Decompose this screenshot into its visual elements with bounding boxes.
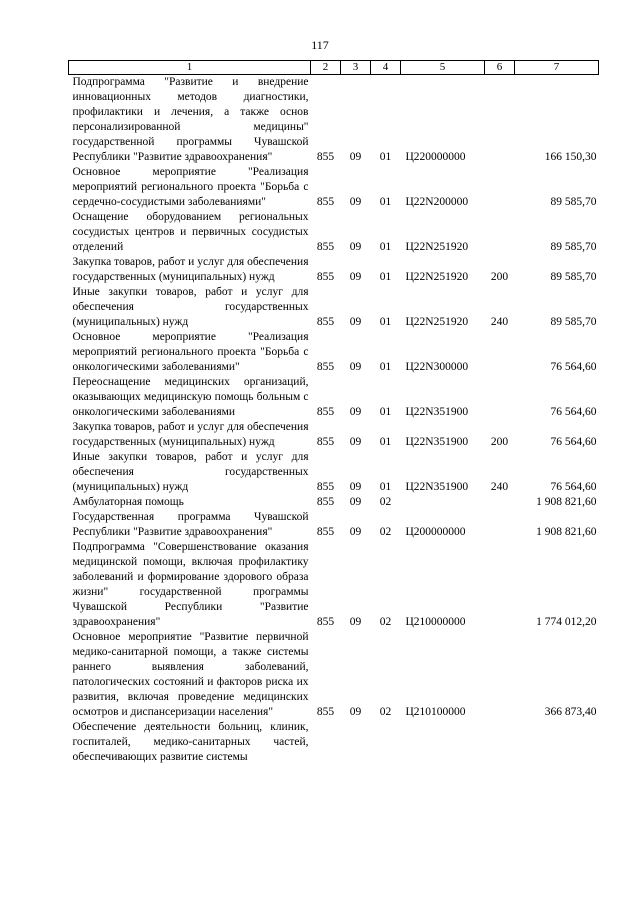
- row-section-code: 09: [349, 271, 362, 283]
- row-subsection-code: 01: [379, 406, 392, 418]
- row-amount: 1 774 012,20: [536, 616, 597, 628]
- budget-table: [68, 60, 599, 765]
- column-header-2: 2: [311, 61, 341, 75]
- row-section-code: 09: [349, 196, 362, 208]
- row-target-code: Ц22N351900: [405, 436, 469, 448]
- row-target-code: Ц220000000: [405, 151, 466, 163]
- row-section-code: 09: [349, 616, 362, 628]
- table-header-row: [69, 61, 599, 75]
- row-section-code: 09: [349, 151, 362, 163]
- row-subsection-code: 02: [379, 496, 392, 508]
- row-ministry-code: 855: [316, 406, 335, 418]
- row-subsection-code: 02: [379, 706, 392, 718]
- row-target-code: [401, 720, 485, 765]
- column-header-6: 6: [485, 61, 515, 75]
- row-description: Закупка товаров, работ и услуг для обеспечения государственных (муниципальных) нужд: [72, 421, 309, 448]
- row-ministry-code: 855: [316, 436, 335, 448]
- row-amount: [515, 720, 599, 765]
- row-ministry-code: 855: [316, 196, 335, 208]
- row-section-code: 09: [349, 361, 362, 373]
- row-amount: 1 908 821,60: [536, 526, 597, 538]
- row-expense-type: [485, 330, 515, 375]
- table-row: [69, 330, 599, 375]
- row-description: Основное мероприятие "Реализация мероприятий регионального проекта "Борьба с сердечно-сосудистыми заболеваниями": [72, 166, 309, 208]
- row-expense-type: 240: [490, 481, 509, 493]
- row-expense-type: [485, 510, 515, 540]
- row-amount: 1 908 821,60: [536, 496, 597, 508]
- row-section-code: 09: [349, 316, 362, 328]
- row-section-code: [341, 720, 371, 765]
- row-ministry-code: 855: [316, 706, 335, 718]
- row-amount: 76 564,60: [550, 481, 597, 493]
- row-target-code: Ц210000000: [405, 616, 466, 628]
- row-ministry-code: 855: [316, 481, 335, 493]
- row-description: Амбулаторная помощь: [72, 496, 184, 508]
- row-expense-type: [485, 720, 515, 765]
- table-row: [69, 720, 599, 765]
- row-amount: 76 564,60: [550, 436, 597, 448]
- table-body: [69, 75, 599, 766]
- row-amount: 89 585,70: [550, 271, 597, 283]
- row-subsection-code: [371, 720, 401, 765]
- row-subsection-code: 01: [379, 271, 392, 283]
- column-header-7: 7: [515, 61, 599, 75]
- row-expense-type: [485, 540, 515, 630]
- page-number: 117: [311, 38, 329, 52]
- row-section-code: 09: [349, 406, 362, 418]
- column-header-5: 5: [401, 61, 485, 75]
- column-header-3: 3: [341, 61, 371, 75]
- row-description: Государственная программа Чувашской Республики "Развитие здравоохранения": [72, 511, 309, 538]
- row-subsection-code: 02: [379, 616, 392, 628]
- row-expense-type: [485, 165, 515, 210]
- row-subsection-code: 01: [379, 241, 392, 253]
- row-ministry-code: 855: [316, 151, 335, 163]
- column-header-4: 4: [371, 61, 401, 75]
- row-expense-type: 240: [490, 316, 509, 328]
- row-amount: 166 150,30: [544, 151, 597, 163]
- row-section-code: 09: [349, 241, 362, 253]
- row-ministry-code: 855: [316, 361, 335, 373]
- row-description: Переоснащение медицинских организаций, оказывающих медицинскую помощь больным с онкологическими заболеваниями: [72, 376, 309, 418]
- row-subsection-code: 02: [379, 526, 392, 538]
- row-subsection-code: 01: [379, 361, 392, 373]
- row-target-code: Ц22N300000: [405, 361, 469, 373]
- row-description: Подпрограмма "Совершенствование оказания медицинской помощи, включая профилактику заболеваний и формирование здорового образа жизни" государственной программы Чувашской Республики "Развитие здравоохранения": [72, 541, 309, 628]
- row-description: Основное мероприятие "Развитие первичной медико-санитарной помощи, а также системы раннего выявления заболеваний, патологических состояний и факторов риска их развития, включая проведение медицинских осмотров и диспансеризации населения": [72, 631, 309, 718]
- row-ministry-code: 855: [316, 271, 335, 283]
- row-subsection-code: 01: [379, 436, 392, 448]
- row-section-code: 09: [349, 706, 362, 718]
- row-target-code: Ц22N200000: [405, 196, 469, 208]
- row-description: Иные закупки товаров, работ и услуг для обеспечения государственных (муниципальных) нужд: [72, 286, 309, 328]
- row-amount: 76 564,60: [550, 406, 597, 418]
- row-amount: 366 873,40: [544, 706, 597, 718]
- row-amount: 89 585,70: [550, 196, 597, 208]
- row-target-code: Ц22N351900: [405, 406, 469, 418]
- row-expense-type: [485, 630, 515, 720]
- row-expense-type: 200: [490, 436, 509, 448]
- table-row: [69, 630, 599, 720]
- table-row: [69, 510, 599, 540]
- row-expense-type: [485, 375, 515, 420]
- row-description: Основное мероприятие "Реализация мероприятий регионального проекта "Борьба с онкологическими заболеваниями": [72, 331, 309, 373]
- row-target-code: Ц200000000: [405, 526, 466, 538]
- row-target-code: [401, 495, 485, 510]
- table-row: [69, 375, 599, 420]
- row-ministry-code: 855: [316, 496, 335, 508]
- row-ministry-code: 855: [316, 526, 335, 538]
- row-amount: 76 564,60: [550, 361, 597, 373]
- table-row: [69, 495, 599, 510]
- row-expense-type: [485, 210, 515, 255]
- row-description: Оснащение оборудованием региональных сосудистых центров и первичных сосудистых отделений: [72, 211, 309, 253]
- row-expense-type: [485, 75, 515, 166]
- row-subsection-code: 01: [379, 196, 392, 208]
- table-row: [69, 450, 599, 495]
- row-subsection-code: 01: [379, 151, 392, 163]
- table-row: [69, 165, 599, 210]
- column-header-1: 1: [69, 61, 311, 75]
- row-description: Подпрограмма "Развитие и внедрение инновационных методов диагностики, профилактики и лечения, а также основ персонализированной медицины" государственной программы Чувашской Республики "Развитие здравоохранения": [72, 76, 309, 163]
- table-row: [69, 210, 599, 255]
- row-target-code: Ц22N251920: [405, 271, 469, 283]
- row-amount: 89 585,70: [550, 241, 597, 253]
- row-ministry-code: 855: [316, 241, 335, 253]
- row-section-code: 09: [349, 526, 362, 538]
- row-section-code: 09: [349, 436, 362, 448]
- row-section-code: 09: [349, 481, 362, 493]
- row-target-code: Ц22N251920: [405, 241, 469, 253]
- row-amount: 89 585,70: [550, 316, 597, 328]
- table-row: [69, 285, 599, 330]
- table-row: [69, 255, 599, 285]
- row-expense-type: [485, 495, 515, 510]
- row-ministry-code: 855: [316, 316, 335, 328]
- row-subsection-code: 01: [379, 481, 392, 493]
- row-section-code: 09: [349, 496, 362, 508]
- row-target-code: Ц22N251920: [405, 316, 469, 328]
- row-ministry-code: [311, 720, 341, 765]
- row-expense-type: 200: [490, 271, 509, 283]
- row-target-code: Ц22N351900: [405, 481, 469, 493]
- table-row: [69, 540, 599, 630]
- row-description: Закупка товаров, работ и услуг для обеспечения государственных (муниципальных) нужд: [72, 256, 309, 283]
- table-row: [69, 420, 599, 450]
- table-row: [69, 75, 599, 166]
- row-ministry-code: 855: [316, 616, 335, 628]
- row-description: Иные закупки товаров, работ и услуг для обеспечения государственных (муниципальных) нужд: [72, 451, 309, 493]
- row-description: Обеспечение деятельности больниц, клиник, госпиталей, медико-санитарных частей, обеспечивающих развитие системы: [72, 721, 309, 763]
- row-target-code: Ц210100000: [405, 706, 466, 718]
- row-subsection-code: 01: [379, 316, 392, 328]
